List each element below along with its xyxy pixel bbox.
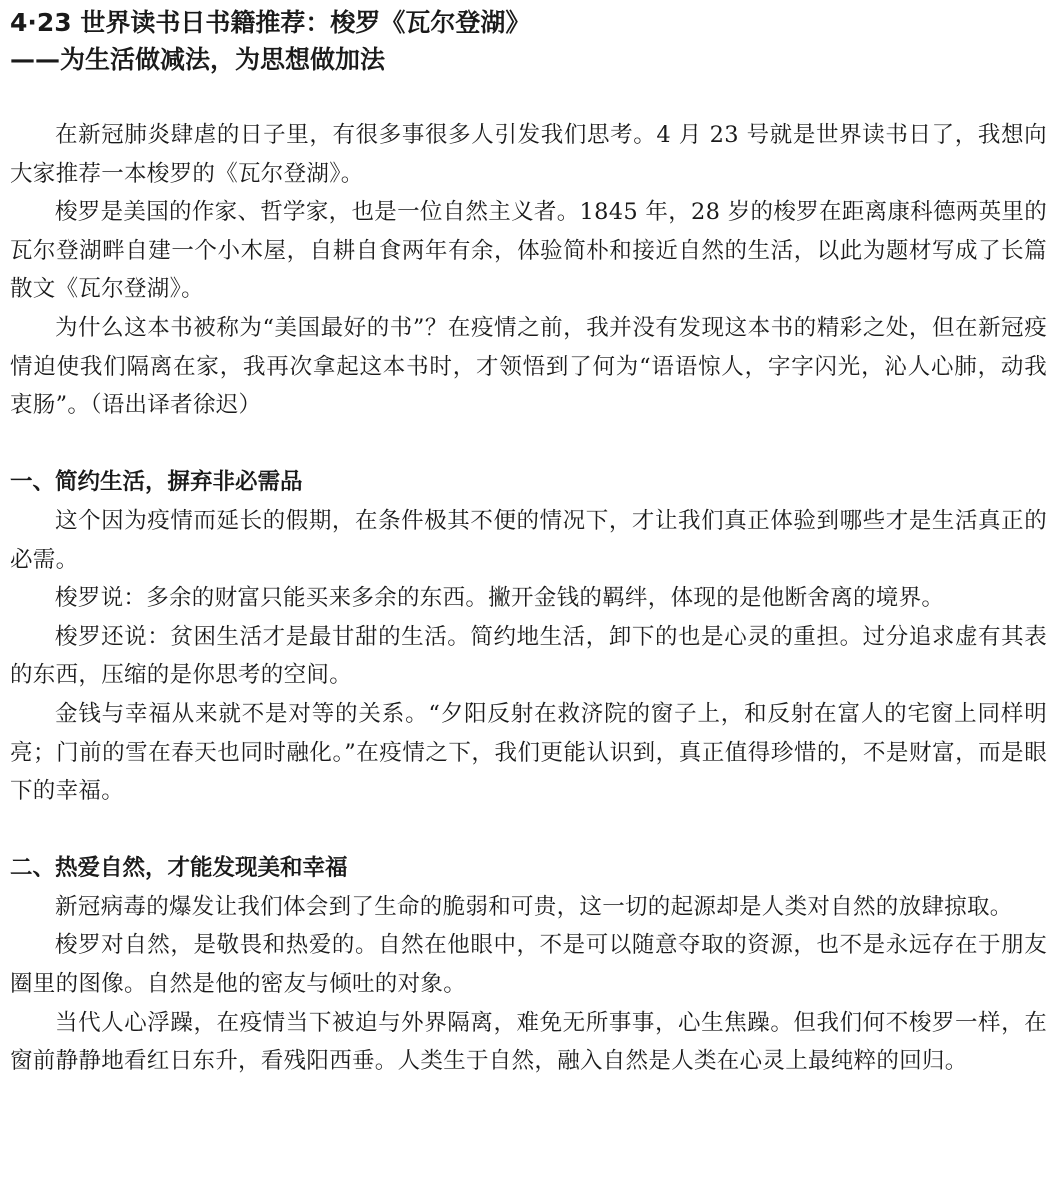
intro-paragraph-2: 梭罗是美国的作家、哲学家，也是一位自然主义者。1845 年，28 岁的梭罗在距离康科德两英里的瓦尔登湖畔自建一个小木屋，自耕自食两年有余，体验简朴和接近自然的生活，以此为题材写成了长篇散文《瓦尔登湖》。	[10, 199, 1047, 303]
section1-paragraph-1: 这个因为疫情而延长的假期，在条件极其不便的情况下，才让我们真正体验到哪些才是生活真正的必需。	[10, 507, 1047, 573]
section1-paragraph-3: 梭罗还说：贫困生活才是最甘甜的生活。简约地生活，卸下的也是心灵的重担。过分追求虚有其表的东西，压缩的是你思考的空间。	[10, 623, 1047, 689]
section1-heading: 一、简约生活，摒弃非必需品	[10, 469, 303, 496]
intro-paragraph-3: 为什么这本书被称为“美国最好的书”？在疫情之前，我并没有发现这本书的精彩之处，但在新冠疫情迫使我们隔离在家，我再次拿起这本书时，才领悟到了何为“语语惊人，字字闪光，沁人心肺，动我衷肠”。（语出译者徐迟）	[10, 314, 1047, 419]
section2-paragraph-1: 新冠病毒的爆发让我们体会到了生命的脆弱和可贵，这一切的起源却是人类对自然的放肆掠取。	[55, 893, 1013, 920]
section1-paragraph-4: 金钱与幸福从来就不是对等的关系。“夕阳反射在救济院的窗子上，和反射在富人的宅窗上同样明亮；门前的雪在春天也同时融化。”在疫情之下，我们更能认识到，真正值得珍惜的，不是财富，而是眼下的幸福。	[10, 700, 1047, 805]
document-title: 4·23 世界读书日书籍推荐：梭罗《瓦尔登湖》	[10, 8, 531, 37]
title-spacer	[10, 78, 1047, 116]
document-subtitle: ——为生活做减法，为思想做加法	[10, 45, 386, 74]
section2-heading: 二、热爱自然，才能发现美和幸福	[10, 855, 348, 882]
section2-paragraph-3: 当代人心浮躁，在疫情当下被迫与外界隔离，难免无所事事，心生焦躁。但我们何不梭罗一样，在窗前静静地看红日东升，看残阳西垂。人类生于自然，融入自然是人类在心灵上最纯粹的回归。	[10, 1009, 1047, 1075]
section1-paragraph-2: 梭罗说：多余的财富只能买来多余的东西。撇开金钱的羁绊，体现的是他断舍离的境界。	[55, 585, 945, 612]
section-gap-2	[10, 811, 1047, 850]
section-gap-1	[10, 425, 1047, 464]
section2-paragraph-2: 梭罗对自然，是敬畏和热爱的。自然在他眼中，不是可以随意夺取的资源，也不是永远存在于朋友圈里的图像。自然是他的密友与倾吐的对象。	[10, 932, 1047, 998]
intro-paragraph-1: 在新冠肺炎肆虐的日子里，有很多事很多人引发我们思考。4 月 23 号就是世界读书日了，我想向大家推荐一本梭罗的《瓦尔登湖》。	[10, 122, 1047, 187]
